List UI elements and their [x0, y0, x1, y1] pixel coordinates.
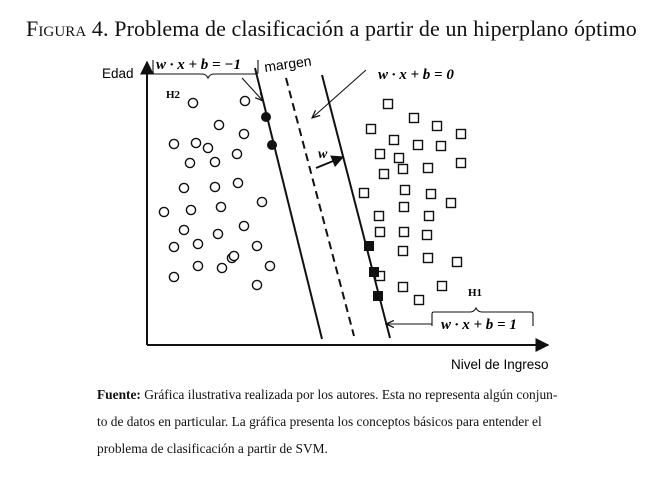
- circle-point: [265, 261, 274, 270]
- caption-line-2: to de datos en particular. La gráfica presenta los conceptos básicos para entender el: [97, 414, 542, 429]
- circle-point: [257, 197, 266, 206]
- square-point: [395, 154, 404, 163]
- x-axis-label: Nivel de Ingreso: [451, 357, 549, 372]
- square-point: [376, 228, 385, 237]
- circle-point: [193, 239, 202, 248]
- circle-point: [203, 143, 212, 152]
- hyperplane-annotation: [312, 67, 454, 118]
- square-point: [399, 283, 408, 292]
- margin-label: margen: [263, 52, 313, 75]
- square-point: [447, 199, 456, 208]
- h1-label: H1: [468, 287, 483, 299]
- circle-point: [239, 129, 248, 138]
- circle-point: [229, 251, 238, 260]
- square-support-vector: [364, 241, 374, 251]
- circle-point: [185, 158, 194, 167]
- circle-point: [252, 280, 261, 289]
- circle-point: [193, 261, 202, 270]
- circle-point: [252, 241, 261, 250]
- circle-point: [210, 157, 219, 166]
- figure-label: Figura 4.: [26, 16, 109, 41]
- square-point: [453, 258, 462, 267]
- square-point: [401, 186, 410, 195]
- square-point: [376, 150, 385, 159]
- square-support-vector: [369, 267, 379, 277]
- weight-vector-label: w: [318, 147, 328, 162]
- caption-line-1: [97, 381, 571, 408]
- h1-annotation: [386, 287, 533, 333]
- square-point: [424, 254, 433, 263]
- square-point: [380, 170, 389, 179]
- square-point: [437, 142, 446, 151]
- square-point: [425, 212, 434, 221]
- square-points: [360, 100, 466, 305]
- square-point: [399, 247, 408, 256]
- circle-point: [233, 178, 242, 187]
- circle-point: [169, 242, 178, 251]
- caption-lead: Fuente:: [97, 387, 141, 402]
- figure-caption: [97, 381, 571, 462]
- caption-line-3: problema de clasificación a partir de SVM.: [97, 441, 328, 456]
- square-point: [360, 189, 369, 198]
- square-support-vector: [373, 291, 383, 301]
- circle-point: [232, 149, 241, 158]
- square-point: [390, 136, 399, 145]
- circle-point: [213, 229, 222, 238]
- margin-annotation: [263, 53, 312, 75]
- square-point: [424, 164, 433, 173]
- h2-equation: w · x + b = −1: [156, 57, 241, 73]
- hyperplane-pointer: [312, 70, 366, 118]
- circle-point: [179, 225, 188, 234]
- circle-point: [216, 202, 225, 211]
- square-point: [414, 141, 423, 150]
- weight-vector: [316, 147, 343, 168]
- square-point: [400, 228, 409, 237]
- square-point: [457, 159, 466, 168]
- square-point: [457, 130, 466, 139]
- circle-point: [179, 183, 188, 192]
- circle-point: [186, 205, 195, 214]
- h2-label: H2: [166, 89, 181, 101]
- circle-point: [239, 221, 248, 230]
- circle-point: [217, 263, 226, 272]
- circle-point: [169, 272, 178, 281]
- square-point: [400, 203, 409, 212]
- circle-point: [214, 120, 223, 129]
- caption-line-1-text: Gráfica ilustrativa realizada por los autores. Esta no representa algún conjun-: [140, 387, 558, 402]
- optimal-hyperplane-line: [286, 78, 354, 336]
- square-point: [399, 165, 408, 174]
- circle-point: [191, 138, 200, 147]
- square-point: [427, 190, 436, 199]
- square-point: [415, 296, 424, 305]
- square-point: [423, 231, 432, 240]
- circle-support-vector: [261, 112, 271, 122]
- circle-points: [159, 96, 277, 289]
- y-axis-label: Edad: [102, 66, 134, 81]
- square-point: [438, 282, 447, 291]
- square-point: [433, 122, 442, 131]
- figure-title-text: Problema de clasificación a partir de un hiperplano óptimo: [114, 16, 637, 41]
- hyperplane-equation: w · x + b = 0: [378, 67, 454, 83]
- circle-point: [159, 207, 168, 216]
- circle-point: [240, 96, 249, 105]
- circle-point: [188, 98, 197, 107]
- h2-annotation: [153, 57, 263, 101]
- h1-equation: w · x + b = 1: [441, 317, 517, 333]
- square-point: [375, 212, 384, 221]
- square-point: [367, 125, 376, 134]
- circle-support-vector: [267, 140, 277, 150]
- square-point: [384, 100, 393, 109]
- circle-point: [169, 139, 178, 148]
- square-point: [410, 114, 419, 123]
- circle-point: [210, 182, 219, 191]
